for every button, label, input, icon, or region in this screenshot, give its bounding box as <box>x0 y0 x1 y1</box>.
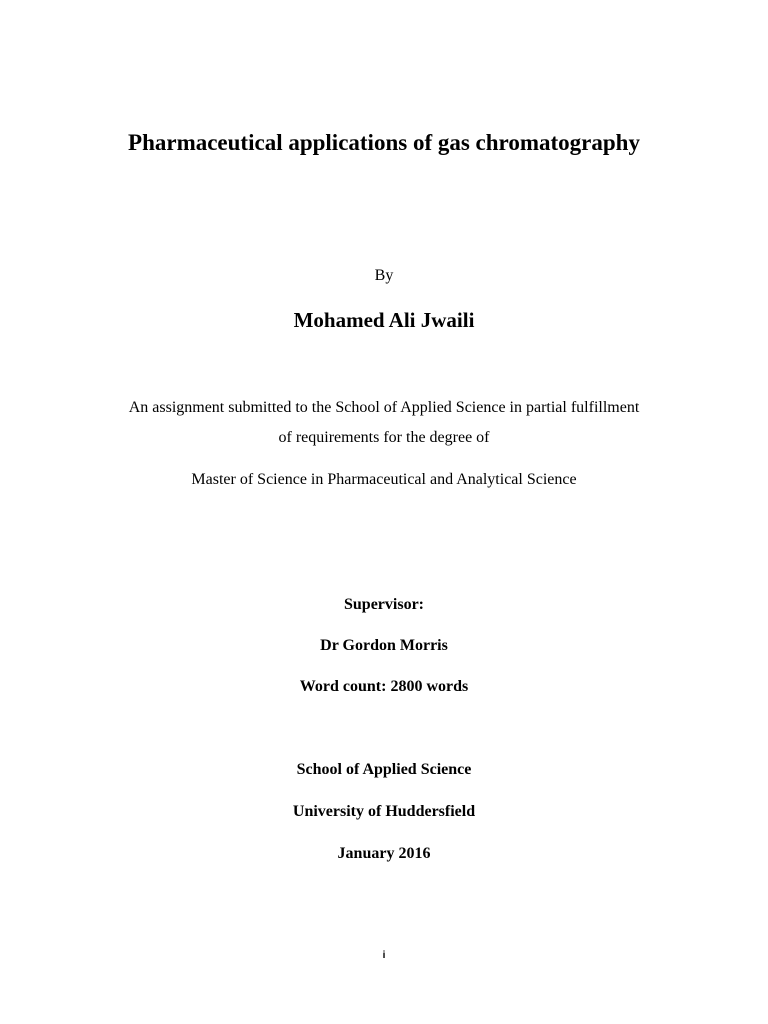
supervisor-name: Dr Gordon Morris <box>320 637 448 654</box>
submission-statement-line-1: An assignment submitted to the School of Applied Science in partial fulfillment <box>128 399 640 416</box>
by-label: By <box>374 267 394 284</box>
submission-statement-line-2: of requirements for the degree of <box>278 429 490 446</box>
submission-date: January 2016 <box>337 845 431 862</box>
word-count: Word count: 2800 words <box>299 678 469 695</box>
supervisor-label: Supervisor: <box>344 596 424 613</box>
document-title: Pharmaceutical applications of gas chromatography <box>128 130 640 155</box>
page-number: i <box>382 950 386 961</box>
university-name: University of Huddersfield <box>292 803 476 820</box>
degree-name: Master of Science in Pharmaceutical and Analytical Science <box>191 471 577 488</box>
school-name: School of Applied Science <box>296 761 472 778</box>
author-name: Mohamed Ali Jwaili <box>293 308 475 332</box>
